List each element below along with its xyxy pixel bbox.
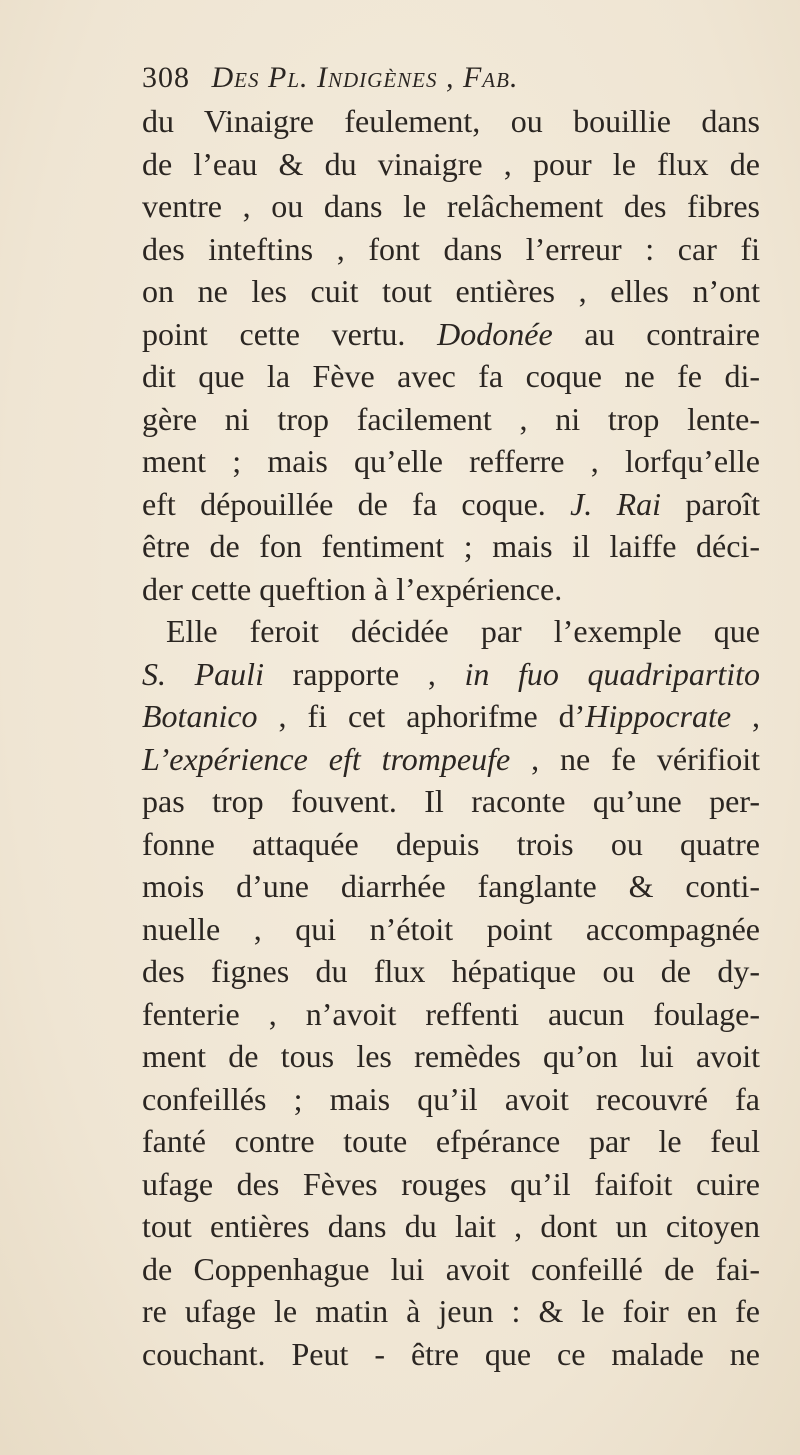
text-run: au contraire — [552, 315, 761, 352]
text-run: mois d’une diarrhée fanglante & conti- — [142, 868, 760, 904]
text-line — [142, 950, 760, 993]
text-run: fonne attaquée depuis trois ou quatre — [142, 825, 760, 862]
italic-text: Dodonée — [437, 315, 553, 352]
text-line — [142, 568, 760, 611]
page-number: 308 — [142, 61, 190, 94]
text-run: nuelle , qui n’étoit point accompagnée — [142, 910, 760, 947]
text-run: paroît — [661, 485, 761, 522]
text-line — [142, 908, 760, 951]
text-run: être de fon fentiment ; mais il laiffe déci- — [142, 528, 760, 564]
text-line — [142, 823, 760, 866]
text-run: , — [731, 698, 760, 734]
text-line — [142, 440, 760, 483]
text-run: dit que la Fève avec fa coque ne fe di- — [142, 358, 760, 394]
text-line — [142, 1120, 760, 1163]
text-line — [142, 1078, 760, 1121]
italic-text: J. Rai — [570, 485, 662, 522]
text-run: fanté contre toute efpérance par le feul — [142, 1123, 760, 1159]
italic-text: Botanico — [142, 698, 258, 734]
text-run: , fi cet aphorifme d’ — [257, 698, 586, 734]
text-line — [142, 653, 760, 696]
text-run: point cette vertu. — [142, 315, 438, 352]
text-line — [142, 738, 760, 781]
text-run: pas trop fouvent. Il raconte qu’une per- — [142, 783, 760, 819]
text-line — [142, 695, 760, 738]
text-line — [142, 780, 760, 823]
text-line — [142, 483, 760, 526]
text-line — [142, 398, 760, 441]
text-run: des inteftins , font dans l’erreur : car fi — [142, 230, 760, 267]
text-run: couchant. Peut - être que ce malade ne — [142, 1335, 760, 1372]
text-run: on ne les cuit tout entières , elles n’ont — [142, 273, 760, 309]
text-run: confeillés ; mais qu’il avoit recouvré fa — [142, 1080, 760, 1117]
text-run: fenterie , n’avoit reffenti aucun foulage- — [142, 995, 760, 1032]
text-line — [142, 1248, 760, 1291]
text-line — [142, 610, 760, 653]
italic-text: S. Pauli — [142, 655, 264, 692]
text-run: Elle feroit décidée par l’exemple que — [166, 613, 760, 649]
body-text — [142, 100, 760, 1375]
italic-text: Hippocrate — [585, 698, 732, 734]
text-run: ment ; mais qu’elle refferre , lorfqu’elle — [142, 443, 760, 479]
text-line — [142, 1163, 760, 1206]
text-run: re ufage le matin à jeun : & le foir en fe — [142, 1293, 760, 1329]
text-run: ventre , ou dans le relâchement des fibres — [142, 188, 760, 224]
text-line — [142, 185, 760, 228]
italic-text: L’expérience eft trompeufe — [142, 740, 511, 777]
text-run: ment de tous les remèdes qu’on lui avoit — [142, 1038, 760, 1074]
text-line — [142, 525, 760, 568]
text-run: du Vinaigre feulement, ou bouillie dans — [142, 103, 760, 139]
text-run: des fignes du flux hépatique ou de dy- — [142, 953, 760, 989]
text-run: , ne fe vérifioit — [510, 740, 760, 777]
text-line — [142, 1333, 760, 1376]
text-line — [142, 228, 760, 271]
text-line — [142, 865, 760, 908]
text-run: rapporte , — [263, 655, 465, 692]
text-line — [142, 313, 760, 356]
italic-text: in fuo quadripartito — [464, 655, 761, 692]
text-run: de Coppenhague lui avoit confeillé de fai- — [142, 1250, 760, 1287]
text-run: der cette queftion à l’expérience. — [142, 570, 563, 607]
text-line — [142, 270, 760, 313]
text-line — [142, 1035, 760, 1078]
text-run: tout entières dans du lait , dont un citoyen — [142, 1208, 760, 1244]
running-header — [142, 58, 762, 98]
running-title: Des Pl. Indigènes , Fab. — [211, 61, 519, 94]
text-line — [142, 100, 760, 143]
text-run: eft dépouillée de fa coque. — [142, 485, 571, 522]
text-run: gère ni trop facilement , ni trop lente- — [142, 400, 760, 437]
text-line — [142, 143, 760, 186]
text-line — [142, 1205, 760, 1248]
text-run: ufage des Fèves rouges qu’il faifoit cuire — [142, 1165, 760, 1202]
text-run: de l’eau & du vinaigre , pour le flux de — [142, 145, 760, 182]
text-line — [142, 1290, 760, 1333]
text-line — [142, 355, 760, 398]
text-line — [142, 993, 760, 1036]
